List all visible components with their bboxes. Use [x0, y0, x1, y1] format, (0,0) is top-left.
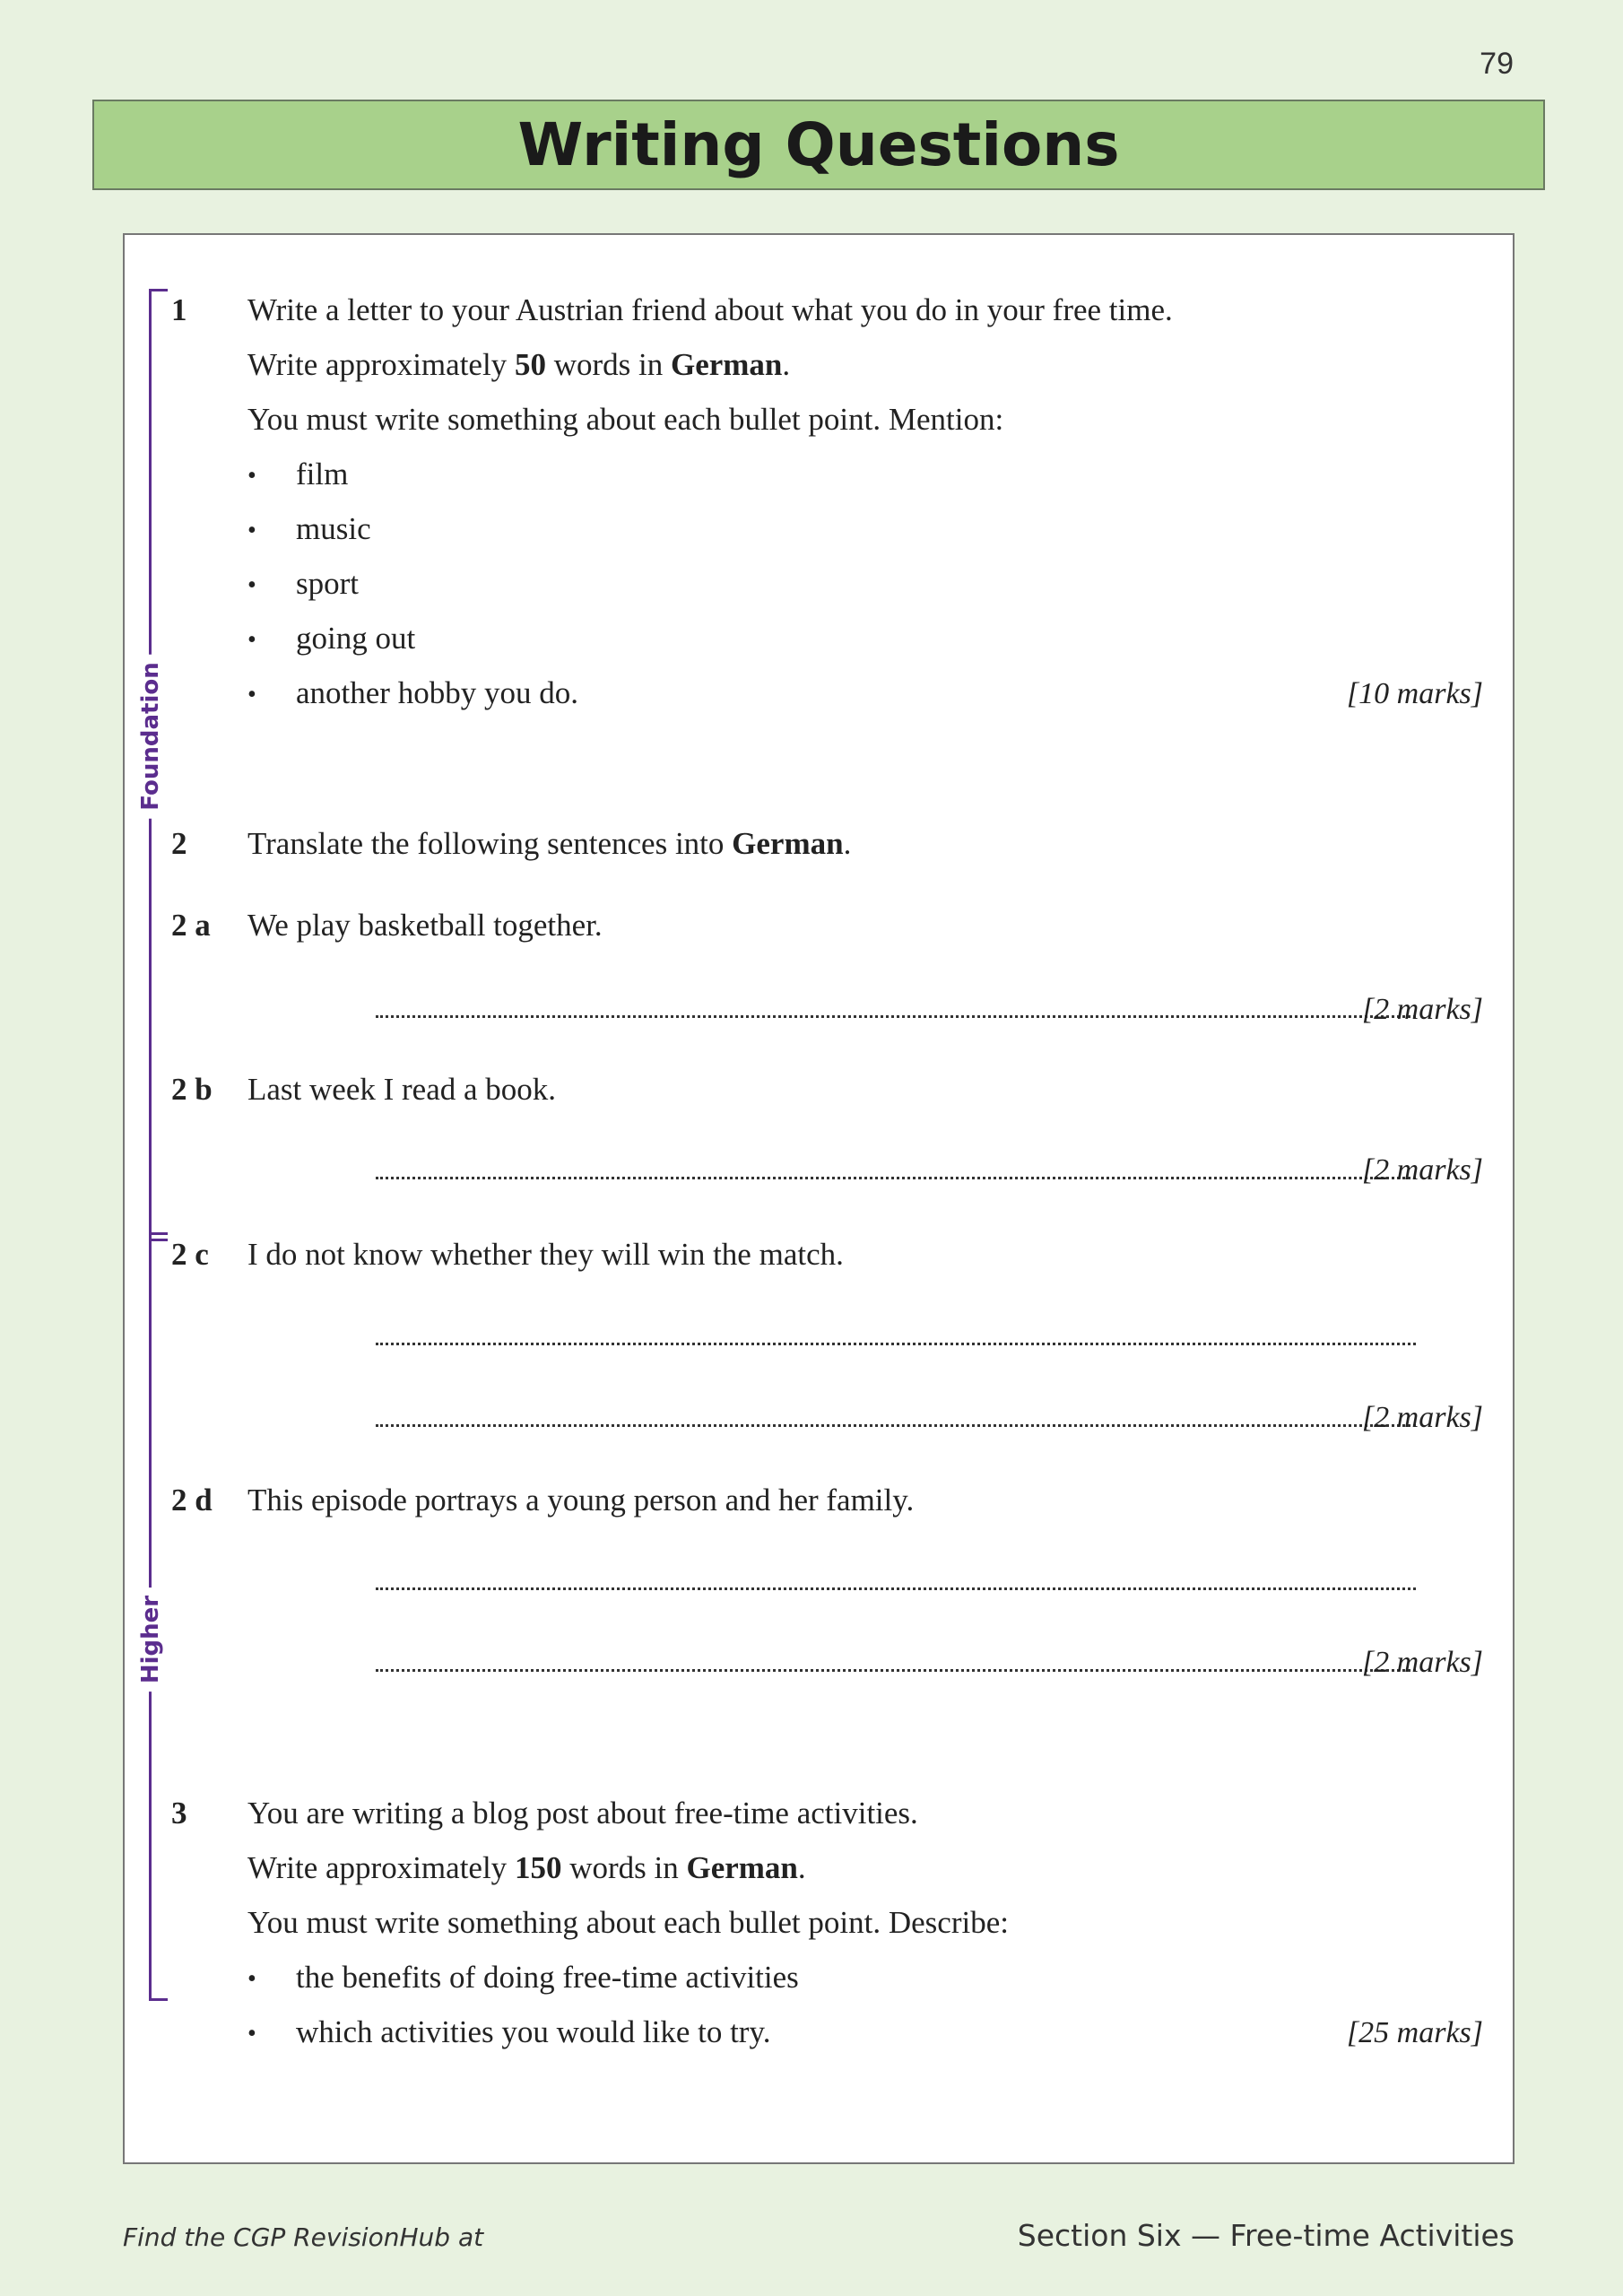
instruction-text: words in: [561, 1850, 687, 1885]
subquestion-label: 2 d: [171, 1483, 213, 1518]
instruction-text: Write approximately: [247, 347, 515, 382]
question-text: You are writing a blog post about free-time activities.: [247, 1796, 918, 1831]
instruction-text: words in: [545, 347, 671, 382]
page-title: Writing Questions: [517, 110, 1120, 179]
question-number: 2: [171, 826, 187, 861]
bullet-item: another hobby you do.: [296, 675, 578, 710]
marks-label: [2 marks]: [1361, 1401, 1483, 1434]
answer-line[interactable]: [376, 1587, 1416, 1590]
answer-line[interactable]: [376, 1177, 1416, 1179]
bullet-icon: •: [247, 681, 256, 709]
target-language: German: [732, 826, 844, 861]
bullet-item: music: [296, 511, 371, 546]
higher-label: Higher: [137, 1587, 164, 1692]
answer-line[interactable]: [376, 1343, 1416, 1345]
answer-line[interactable]: [376, 1015, 1416, 1018]
marks-label: [2 marks]: [1361, 1153, 1483, 1187]
word-count-instruction: [247, 1852, 806, 1883]
bullet-icon: •: [247, 1965, 256, 1993]
answer-line[interactable]: [376, 1669, 1416, 1672]
subquestion-label: 2 c: [171, 1237, 209, 1272]
question-box: [123, 233, 1515, 2164]
bullet-icon: •: [247, 571, 256, 599]
bullet-item: sport: [296, 566, 359, 601]
bullet-item: which activities you would like to try.: [296, 2014, 771, 2049]
instruction-text: Write approximately: [247, 1850, 515, 1885]
sentence-to-translate: I do not know whether they will win the match.: [247, 1237, 844, 1272]
bullet-icon: •: [247, 626, 256, 654]
question-text: [247, 828, 851, 859]
question-number: 1: [171, 292, 187, 327]
word-count-instruction: [247, 349, 790, 380]
question-number: 3: [171, 1796, 187, 1831]
word-count: 150: [514, 1850, 562, 1885]
instruction-text: .: [797, 1850, 806, 1885]
sentence-to-translate: Last week I read a book.: [247, 1072, 557, 1107]
bullet-instruction: You must write something about each bullet point. Describe:: [247, 1905, 1009, 1940]
bullet-item: film: [296, 457, 349, 491]
subquestion-label: 2 b: [171, 1072, 213, 1107]
subquestion-label: 2 a: [171, 908, 211, 943]
bullet-icon: •: [247, 462, 256, 490]
instruction-text: Translate the following sentences into: [247, 826, 733, 861]
marks-label: [2 marks]: [1361, 1646, 1483, 1679]
sentence-to-translate: This episode portrays a young person and her family.: [247, 1483, 915, 1518]
title-banner: [92, 100, 1545, 190]
question-text: Write a letter to your Austrian friend about what you do in your free time.: [247, 292, 1173, 327]
footer-revisionhub: Find the CGP RevisionHub at: [123, 2222, 484, 2252]
word-count: 50: [514, 347, 546, 382]
page-number: 79: [1480, 47, 1514, 81]
bullet-item: the benefits of doing free-time activities: [296, 1960, 799, 1995]
bullet-icon: •: [247, 2020, 256, 2048]
answer-line[interactable]: [376, 1424, 1416, 1427]
instruction-text: .: [843, 826, 852, 861]
sentence-to-translate: We play basketball together.: [247, 908, 603, 943]
target-language: German: [670, 347, 783, 382]
bullet-item: going out: [296, 621, 416, 656]
target-language: German: [686, 1850, 798, 1885]
marks-label: [2 marks]: [1361, 993, 1483, 1026]
bullet-instruction: You must write something about each bullet point. Mention:: [247, 402, 1004, 437]
foundation-label: Foundation: [137, 654, 164, 818]
marks-label: [10 marks]: [1346, 677, 1483, 710]
footer-section-title: Section Six — Free-time Activities: [1017, 2218, 1515, 2253]
instruction-text: .: [782, 347, 791, 382]
marks-label: [25 marks]: [1346, 2016, 1483, 2049]
bullet-icon: •: [247, 517, 256, 544]
